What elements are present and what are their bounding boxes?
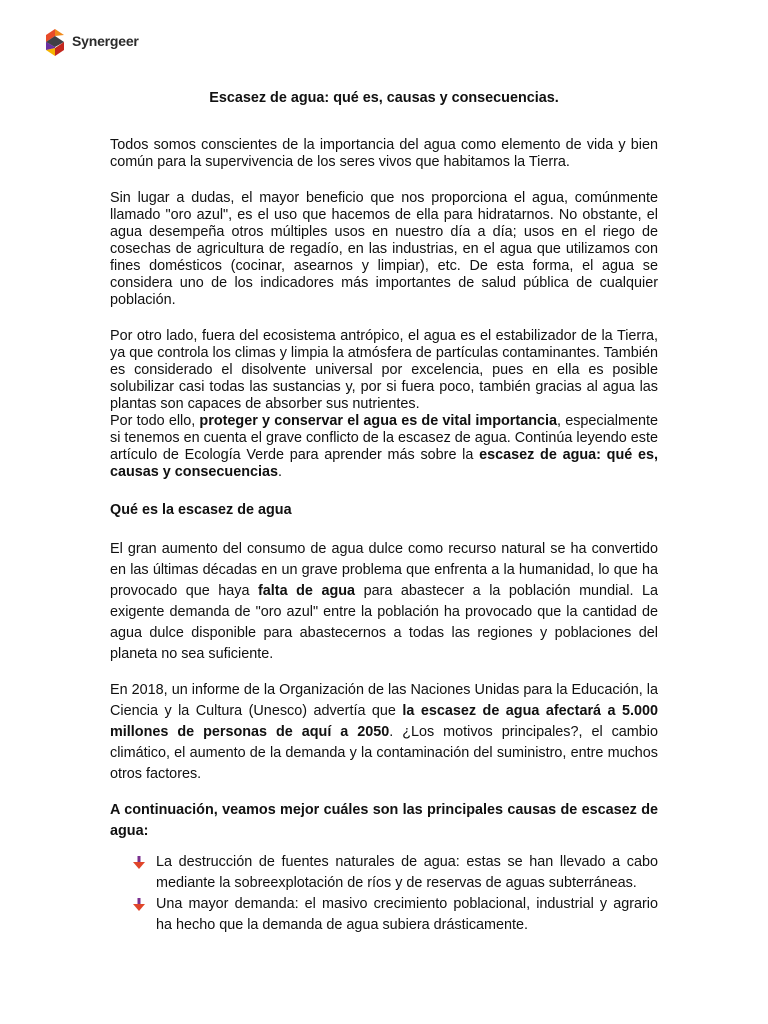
paragraph-importance bbox=[110, 413, 658, 481]
list-item-text: La destrucción de fuentes naturales de agua: estas se han llevado a cabo mediante la sobreexplotación de ríos y de reservas de aguas subterráneas. bbox=[156, 854, 658, 891]
document-title: Escasez de agua: qué es, causas y consecuencias. bbox=[209, 90, 559, 106]
causes-list bbox=[110, 852, 658, 936]
text-run: . bbox=[278, 464, 282, 480]
logo-wordmark: Synergeer bbox=[72, 33, 139, 49]
document-body bbox=[110, 86, 658, 936]
arrow-down-bullet-icon bbox=[132, 856, 146, 870]
paragraph-unesco bbox=[110, 680, 658, 785]
bold-text-run: proteger y conservar el agua es de vital importancia bbox=[199, 413, 557, 429]
text-run: . ¿Los motivos principales?, el cambio climático, el aumento de la demanda y la contaminación del suministro, entre muchos otros factores. bbox=[110, 724, 658, 782]
list-item bbox=[110, 894, 658, 936]
section-heading-what-is: Qué es la escasez de agua bbox=[110, 502, 292, 518]
synergeer-logo-mark-icon bbox=[42, 26, 68, 60]
list-item-text: Una mayor demanda: el masivo crecimiento poblacional, industrial y agrario ha hecho que la demanda de agua subiera drásticamente. bbox=[156, 896, 658, 933]
arrow-down-bullet-icon bbox=[132, 898, 146, 912]
paragraph-uses: Sin lugar a dudas, el mayor beneficio que nos proporciona el agua, comúnmente llamado "oro azul", es el uso que hacemos de ella para hidratarnos. No obstante, el agua desempeña otros múltiples usos en nuestro día a día; usos en el riego de cosechas de agricultura de regadío, en las industrias, en el agua que utilizamos con fines domésticos (cocinar, asearnos y limpiar), etc. De esta forma, el agua se considera uno de los indicadores más importantes de salud pública de cualquier población. bbox=[110, 190, 658, 308]
bold-text-run: escasez de agua: qué es, causas y consecuencias bbox=[110, 447, 658, 480]
text-run: Por todo ello, bbox=[110, 413, 200, 429]
text-run: En 2018, un informe de la Organización de las Naciones Unidas para la Educación, la Ciencia y la Cultura (Unesco) advertía que bbox=[110, 682, 658, 719]
bold-text-run: falta de agua bbox=[258, 583, 356, 599]
synergeer-logo bbox=[42, 26, 139, 60]
text-run: para abastecer a la población mundial. La exigente demanda de "oro azul" entre la población ha provocado que la cantidad de agua dulce disponible para abastecernos a todas las regiones y poblaciones del planeta no sea suficiente. bbox=[110, 583, 659, 662]
paragraph-intro: Todos somos conscientes de la importancia del agua como elemento de vida y bien común para la supervivencia de los seres vivos que habitamos la Tierra. bbox=[110, 137, 658, 170]
text-run: , especialmente si tenemos en cuenta el grave conflicto de la escasez de agua. Continúa leyendo este artículo de Ecología Verde para aprender más sobre la bbox=[110, 413, 658, 463]
text-run: El gran aumento del consumo de agua dulce como recurso natural se ha convertido en las últimas décadas en un grave problema que enfrenta a la humanidad, lo que ha provocado que haya bbox=[110, 541, 658, 599]
bold-text-run: la escasez de agua afectará a 5.000 millones de personas de aquí a 2050 bbox=[110, 703, 658, 740]
section-heading-causes: A continuación, veamos mejor cuáles son las principales causas de escasez de agua: bbox=[110, 802, 658, 839]
list-item bbox=[110, 852, 658, 894]
paragraph-ecosystem: Por otro lado, fuera del ecosistema antrópico, el agua es el estabilizador de la Tierra, ya que controla los climas y limpia la atmósfera de partículas contaminantes. También es considerado el disolvente universal por excelencia, pues en ella es posible solubilizar casi todas las sustancias y, por si fuera poco, también gracias al agua las plantas son capaces de absorber sus nutrientes. bbox=[110, 328, 658, 412]
paragraph-consumption bbox=[110, 539, 658, 665]
